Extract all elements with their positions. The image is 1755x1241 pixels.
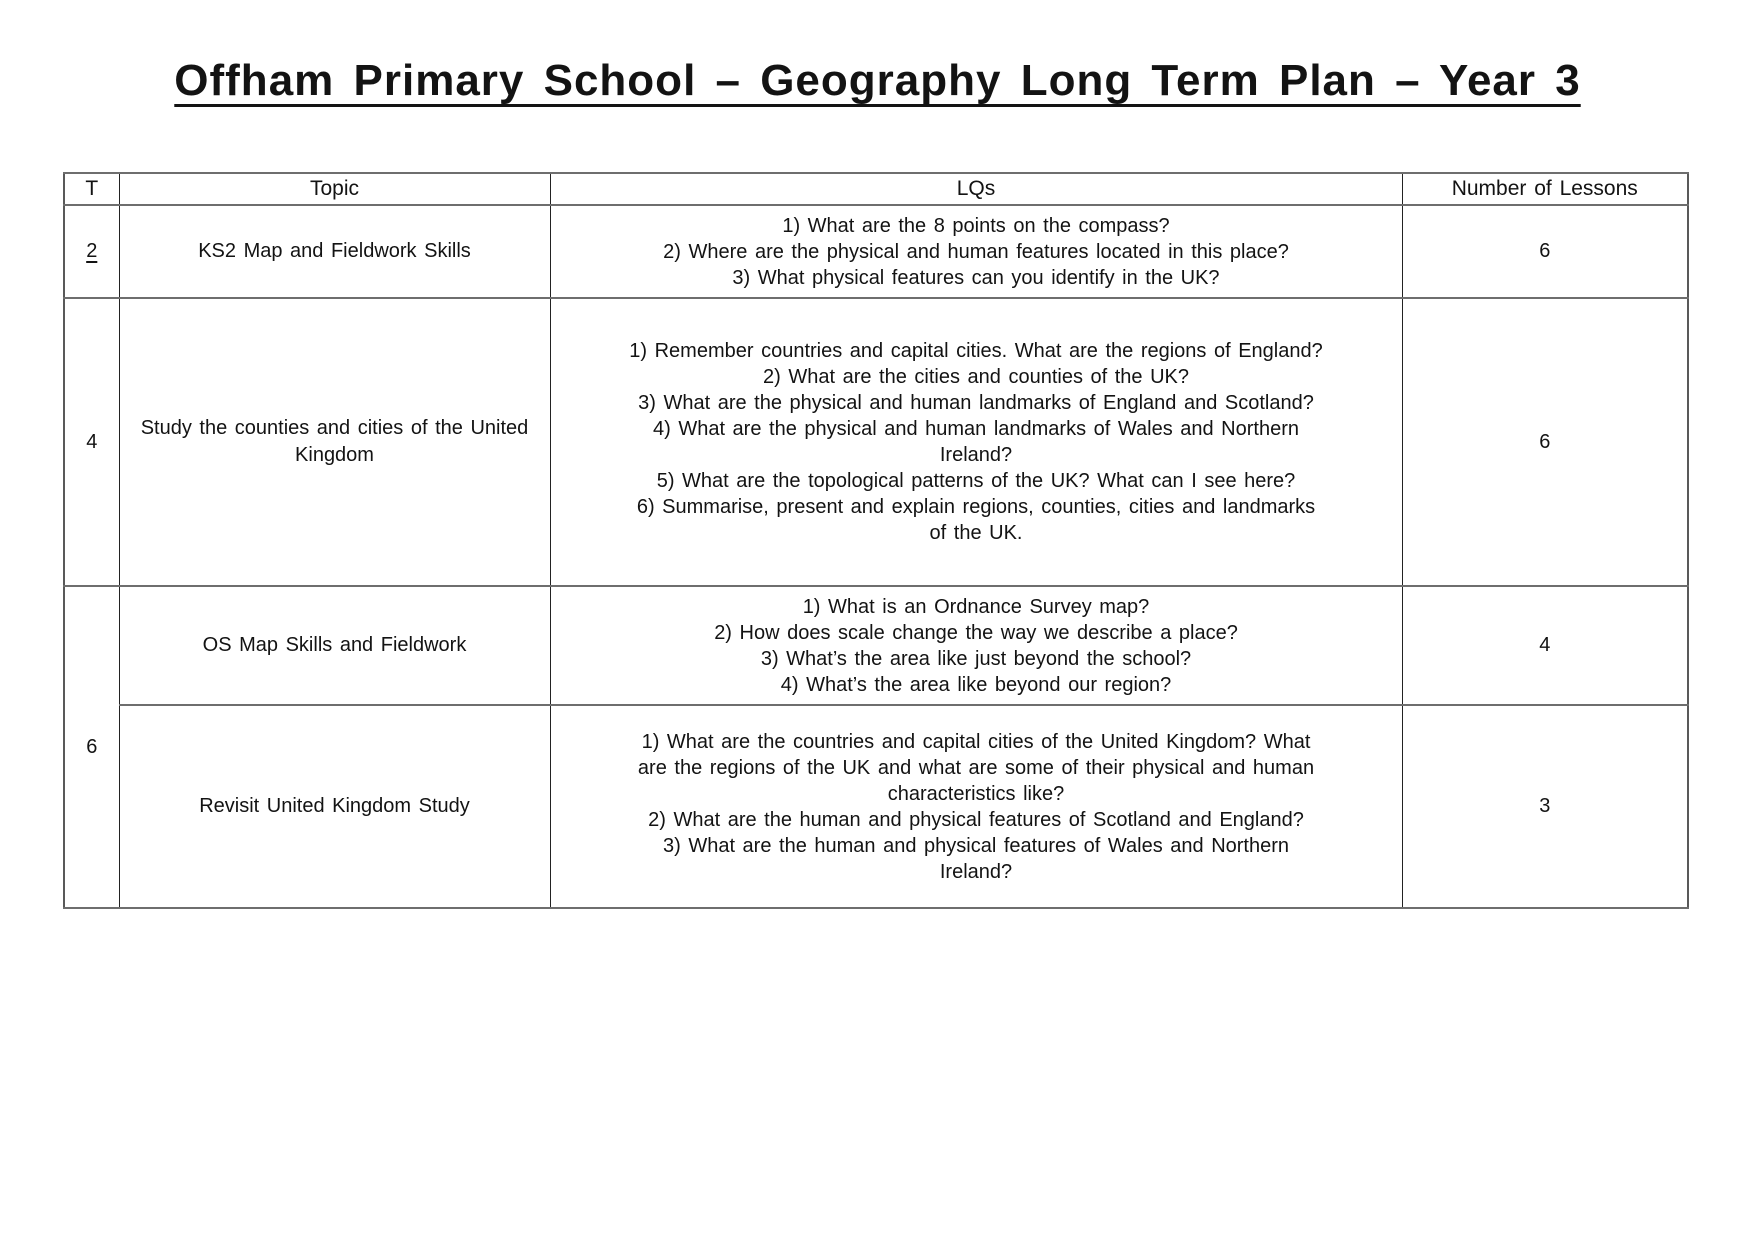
learning-question: 1) What are the 8 points on the compass? <box>782 214 1170 237</box>
term-value: 2 <box>86 240 98 263</box>
topic-cell: Revisit United Kingdom Study <box>119 705 550 908</box>
learning-question: 2) What are the human and physical features of Scotland and England? <box>648 808 1304 831</box>
table-row <box>64 298 1688 586</box>
learning-question: 2) Where are the physical and human features located in this place? <box>663 240 1289 263</box>
term-cell <box>64 205 119 298</box>
topic-cell: KS2 Map and Fieldwork Skills <box>119 205 550 298</box>
learning-question: 5) What are the topological patterns of the UK? What can I see here? <box>656 470 1296 493</box>
table-row <box>64 205 1688 298</box>
lqs-cell <box>550 586 1402 705</box>
learning-question: 3) What are the human and physical features of Wales and Northern Ireland? <box>662 834 1290 883</box>
learning-question: 1) Remember countries and capital cities. What are the regions of England? <box>629 340 1323 363</box>
table-body <box>64 205 1688 908</box>
learning-question: 4) What’s the area like beyond our region? <box>780 673 1172 696</box>
header-term: T <box>64 173 119 205</box>
learning-question: 4) What are the physical and human landmarks of Wales and Northern Ireland? <box>652 418 1299 467</box>
table-row <box>64 586 1688 705</box>
term-value: 4 <box>86 430 98 453</box>
term-cell <box>64 586 119 908</box>
topic-cell: OS Map Skills and Fieldwork <box>119 586 550 705</box>
lqs-cell <box>550 298 1402 586</box>
learning-question: 3) What’s the area like just beyond the school? <box>760 647 1192 670</box>
table-header <box>64 173 1688 205</box>
header-topic: Topic <box>119 173 550 205</box>
lessons-count: 6 <box>1402 298 1688 586</box>
header-lqs: LQs <box>550 173 1402 205</box>
topic-cell: Study the counties and cities of the United Kingdom <box>119 298 550 586</box>
learning-question: 6) Summarise, present and explain regions, counties, cities and landmarks of the UK. <box>636 496 1316 545</box>
learning-question: 2) How does scale change the way we describe a place? <box>714 621 1238 644</box>
term-value: 6 <box>86 735 98 758</box>
learning-question: 3) What physical features can you identify in the UK? <box>732 266 1220 289</box>
term-cell <box>64 298 119 586</box>
table-row <box>64 705 1688 908</box>
long-term-plan-table <box>63 172 1689 909</box>
lqs-cell <box>550 705 1402 908</box>
learning-question: 1) What is an Ordnance Survey map? <box>802 595 1150 618</box>
learning-question: 1) What are the countries and capital cities of the United Kingdom? What are the regions of the UK and what are some of their physical and human characteristics like? <box>637 730 1315 805</box>
learning-question: 2) What are the cities and counties of the UK? <box>763 366 1189 389</box>
lessons-count: 4 <box>1402 586 1688 705</box>
lessons-count: 6 <box>1402 205 1688 298</box>
header-lessons: Number of Lessons <box>1402 173 1688 205</box>
lqs-cell <box>550 205 1402 298</box>
lessons-count: 3 <box>1402 705 1688 908</box>
header-row <box>64 173 1688 205</box>
learning-question: 3) What are the physical and human landmarks of England and Scotland? <box>638 392 1314 415</box>
page-title: Offham Primary School – Geography Long Term Plan – Year 3 <box>174 56 1581 105</box>
